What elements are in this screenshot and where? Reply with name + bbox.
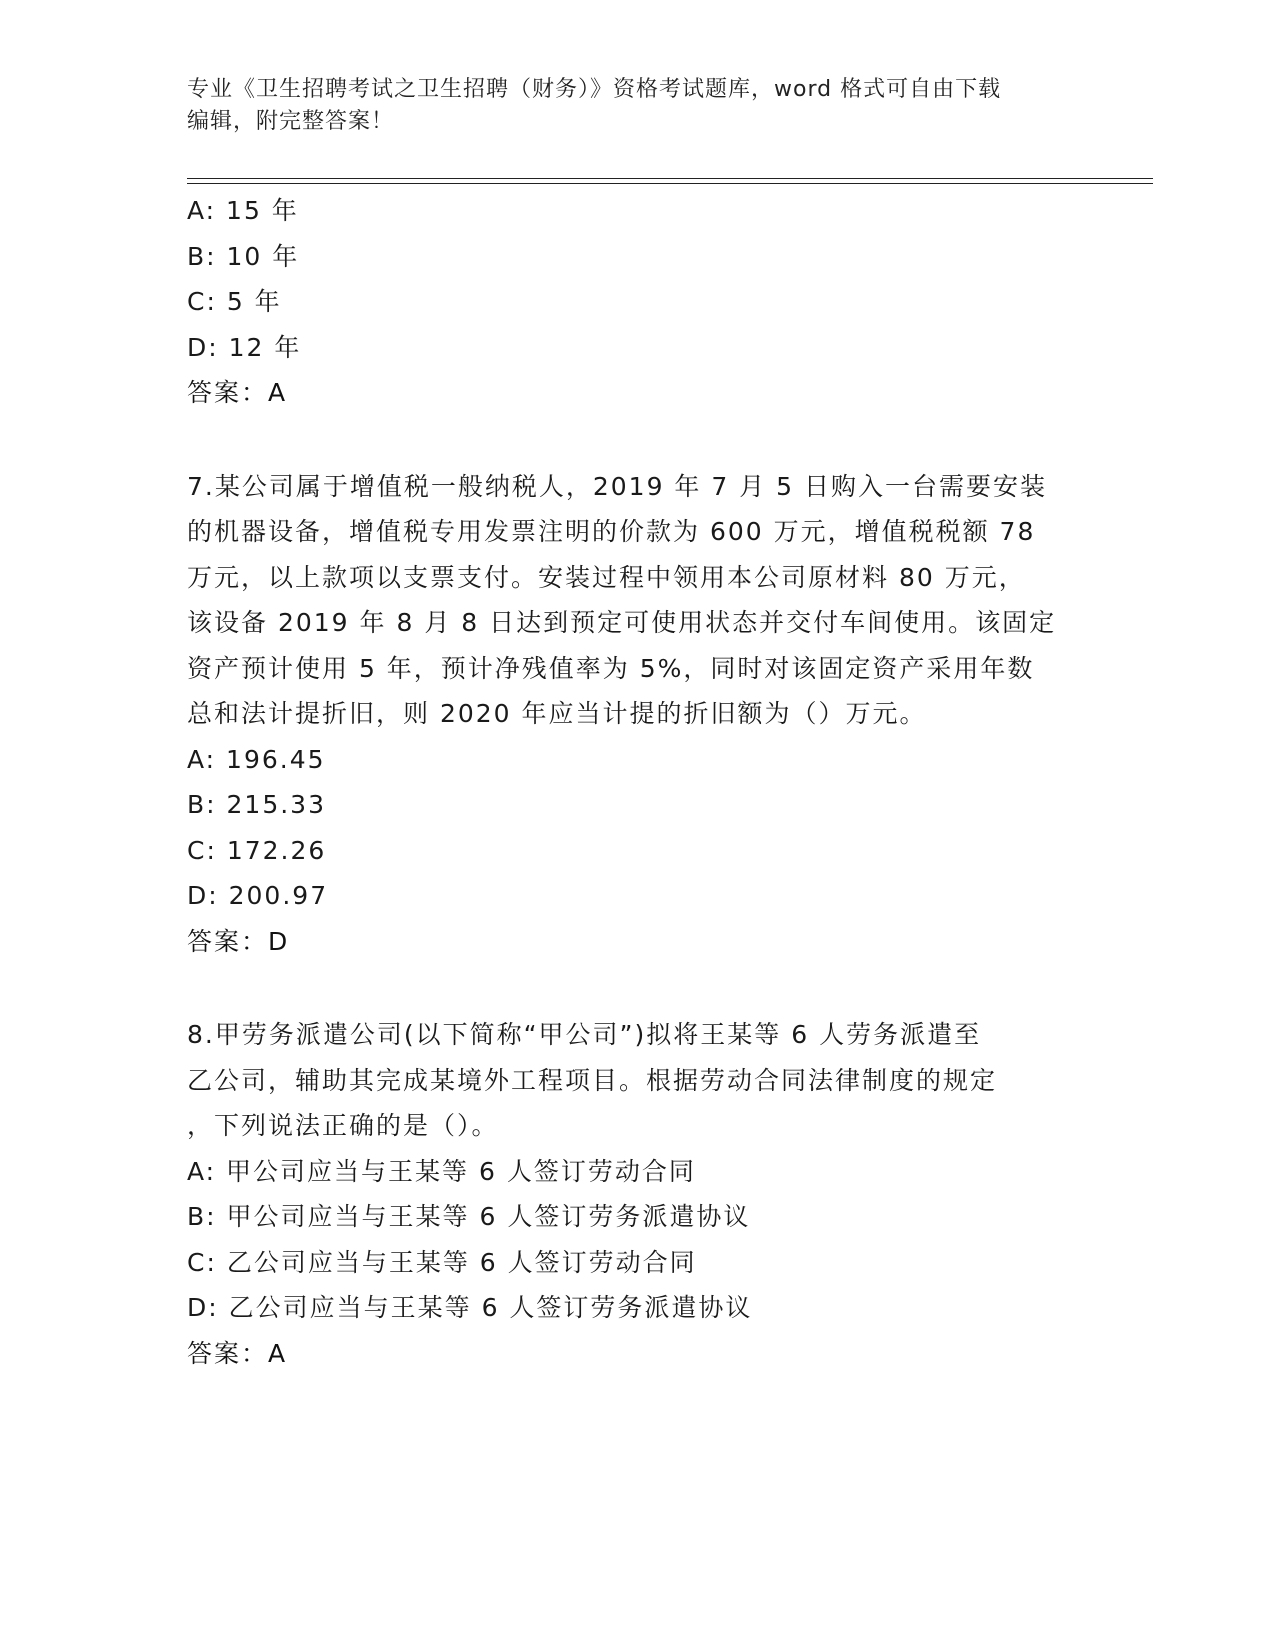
question-text-line: 万元，以上款项以支票支付。安装过程中领用本公司原材料 80 万元， bbox=[187, 562, 1026, 592]
question-text-line: 该设备 2019 年 8 月 8 日达到预定可使用状态并交付车间使用。该固定 bbox=[187, 608, 1057, 637]
question-8 bbox=[187, 1012, 1077, 1376]
question-text-line: 资产预计使用 5 年，预计净残值率为 5%，同时对该固定资产采用年数 bbox=[187, 653, 1035, 683]
option-a: A: 15 年 bbox=[187, 196, 299, 225]
option-d: D: 200.97 bbox=[187, 881, 329, 910]
header-line-2: 编辑，附完整答案！ bbox=[187, 109, 395, 134]
option-b: B: 215.33 bbox=[187, 790, 326, 819]
option-c: C: 172.26 bbox=[187, 835, 327, 865]
option-b: B: 10 年 bbox=[187, 241, 300, 271]
question-text-line: ，下列说法正确的是（）。 bbox=[187, 1111, 499, 1140]
question-text-line: 的机器设备，增值税专用发票注明的价款为 600 万元，增值税税额 78 bbox=[187, 517, 1036, 546]
option-b: B: 甲公司应当与王某等 6 人签订劳务派遣协议 bbox=[187, 1202, 751, 1231]
question-7 bbox=[187, 464, 1077, 965]
document-body bbox=[187, 188, 1077, 1376]
header-divider bbox=[187, 178, 1153, 184]
option-c: C: 5 年 bbox=[187, 287, 282, 316]
option-a: A: 甲公司应当与王某等 6 人签订劳动合同 bbox=[187, 1156, 696, 1186]
option-d: D: 乙公司应当与王某等 6 人签订劳务派遣协议 bbox=[187, 1293, 753, 1322]
answer-line: 答案：A bbox=[187, 378, 288, 407]
question-text-line: 总和法计提折旧，则 2020 年应当计提的折旧额为（）万元。 bbox=[187, 699, 927, 728]
option-a: A: 196.45 bbox=[187, 744, 326, 774]
option-c: C: 乙公司应当与王某等 6 人签订劳动合同 bbox=[187, 1247, 697, 1277]
prev-question bbox=[187, 188, 1077, 416]
question-text-line: 8.甲劳务派遣公司(以下简称“甲公司”)拟将王某等 6 人劳务派遣至 bbox=[187, 1020, 982, 1049]
answer-line: 答案：A bbox=[187, 1338, 288, 1368]
header-line-1: 专业《卫生招聘考试之卫生招聘（财务）》资格考试题库，word 格式可自由下载 bbox=[187, 77, 1002, 102]
question-text-line: 乙公司，辅助其完成某境外工程项目。根据劳动合同法律制度的规定 bbox=[187, 1065, 998, 1095]
answer-line: 答案：D bbox=[187, 926, 290, 956]
document-header bbox=[187, 74, 1067, 138]
option-d: D: 12 年 bbox=[187, 332, 302, 362]
question-text-line: 7.某公司属于增值税一般纳税人，2019 年 7 月 5 日购入一台需要安装 bbox=[187, 471, 1048, 501]
